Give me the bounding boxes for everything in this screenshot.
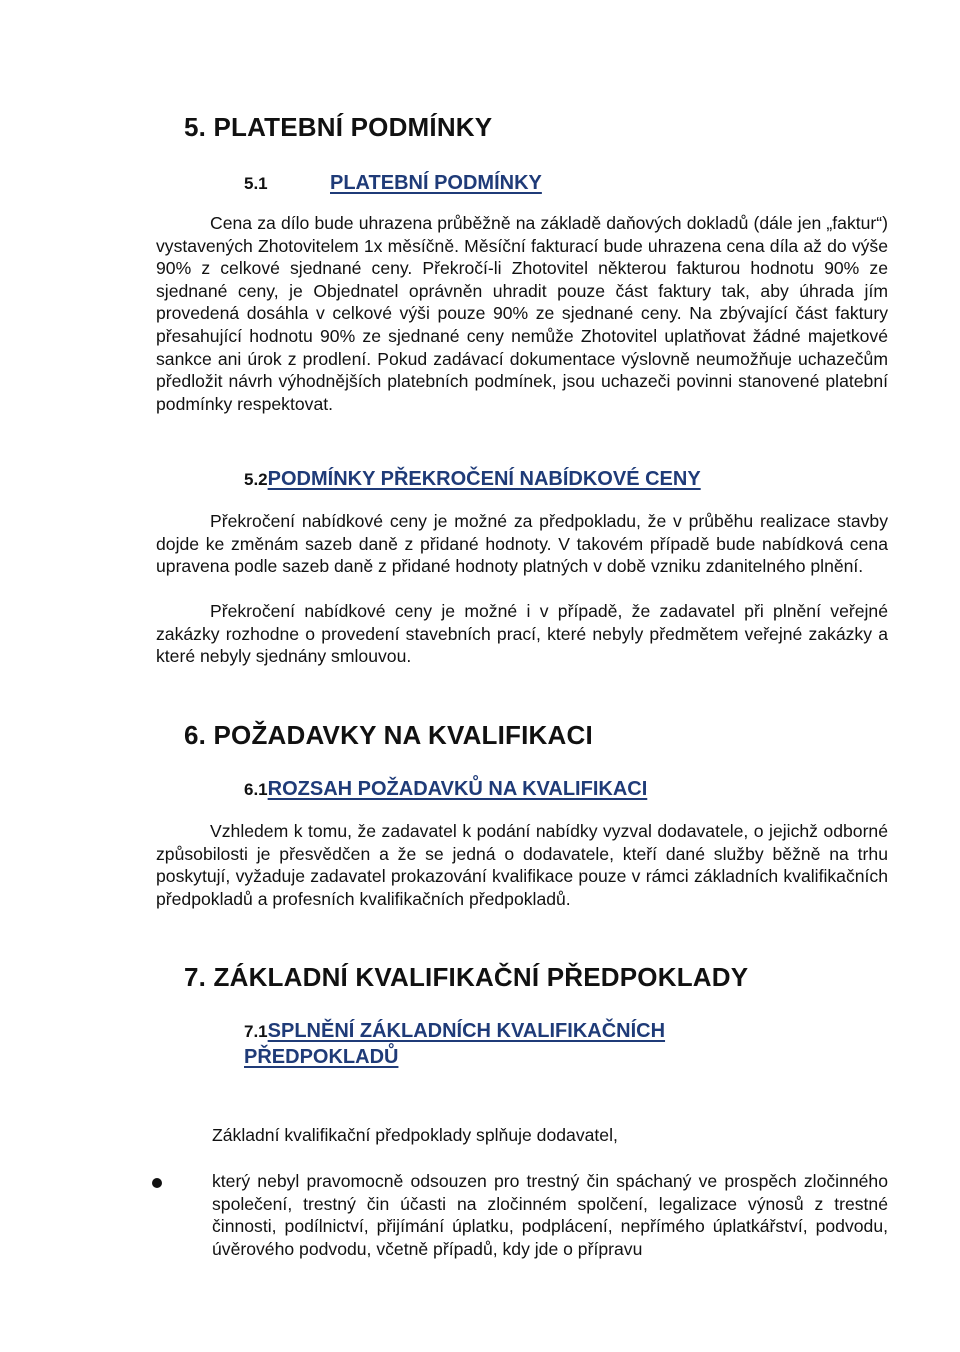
section-7-1-heading bbox=[244, 1020, 665, 1043]
section-7-1-title-line-1: SPLNĚNÍ ZÁKLADNÍCH KVALIFIKAČNÍCH bbox=[267, 1020, 666, 1042]
section-7-1-bullet-1: který nebyl pravomocně odsouzen pro trestný čin spáchaný ve prospěch zločinného společení, trestný čin účasti na zločinném spolčení, legalizace výnosů z trestné činnosti, podílnictví, přijímání úplatku, podplácení, nepřímého úplatkářství, podvodu, úvěrového podvodu, včetně případů, kdy jde o přípravu bbox=[212, 1171, 888, 1259]
section-5-1-paragraph: Cena za dílo bude uhrazena průběžně na základě daňových dokladů (dále jen „faktur“) vystavených Zhotovitelem 1x měsíčně. Měsíční fakturací bude uhrazena cena díla až do výše 90% z celkové sjednané ceny. Překročí-li Zhotovitel některou fakturou hodnotu 90% ze sjednané ceny, je Objednatel oprávněn uhradit pouze část faktury tak, aby úhrada jím provedená dosáhla v celkové výši pouze 90% ze sjednané ceny. Na zbývající část faktury přesahující hodnotu 90% ze sjednané ceny nemůže Zhotovitel uplatňovat žádné majetkové sankce ani úrok z prodlení. Pokud zadávací dokumentace výslovně neumožňuje uchazečům předložit návrh výhodnějších platebních podmínek, jsou uchazeči povinni stanovené platební podmínky respektovat. bbox=[156, 213, 888, 414]
section-5-2-heading bbox=[244, 468, 701, 491]
section-5-1-number: 5.1 bbox=[244, 174, 268, 193]
bullet-dot-icon bbox=[152, 1178, 162, 1188]
section-6-1-title: ROZSAH POŽADAVKŮ NA KVALIFIKACI bbox=[267, 778, 648, 800]
section-5-1-title: PLATEBNÍ PODMÍNKY bbox=[330, 172, 542, 194]
section-5-2-title: PODMÍNKY PŘEKROČENÍ NABÍDKOVÉ CENY bbox=[267, 468, 701, 490]
section-7-heading: 7. ZÁKLADNÍ KVALIFIKAČNÍ PŘEDPOKLADY bbox=[184, 962, 749, 992]
section-7-1-intro: Základní kvalifikační předpoklady splňuje dodavatel, bbox=[212, 1125, 618, 1145]
section-7-1-number: 7.1 bbox=[244, 1022, 268, 1041]
section-7-1-heading-line-2 bbox=[244, 1046, 398, 1069]
section-5-2-number: 5.2 bbox=[244, 470, 268, 489]
section-7-1-title-line-2: PŘEDPOKLADŮ bbox=[244, 1046, 399, 1068]
section-6-1-heading bbox=[244, 778, 647, 801]
section-6-1-paragraph: Vzhledem k tomu, že zadavatel k podání nabídky vyzval dodavatele, o jejichž odborné způsobilosti je přesvědčen a že se jedná o dodavatele, kteří dané služby běžně na trhu poskytují, vyžaduje zadavatel prokazování kvalifikace pouze v rámci základních kvalifikačních předpokladů a profesních kvalifikačních předpokladů. bbox=[156, 821, 888, 909]
section-5-1-heading bbox=[244, 172, 542, 195]
section-6-heading: 6. POŽADAVKY NA KVALIFIKACI bbox=[184, 720, 593, 750]
section-5-2-paragraph-1: Překročení nabídkové ceny je možné za předpokladu, že v průběhu realizace stavby dojde ke změnám sazeb daně z přidané hodnoty. V takovém případě bude nabídková cena upravena podle sazeb daně z přidané hodnoty platných v době vzniku zdanitelného plnění. bbox=[156, 511, 888, 577]
section-5-2-paragraph-2: Překročení nabídkové ceny je možné i v případě, že zadavatel při plnění veřejné zakázky rozhodne o provedení stavebních prací, které nebyly předmětem veřejné zakázky a které nebyly sjednány smlouvou. bbox=[156, 601, 888, 667]
section-6-1-number: 6.1 bbox=[244, 780, 268, 799]
section-5-heading: 5. PLATEBNÍ PODMÍNKY bbox=[184, 112, 493, 142]
